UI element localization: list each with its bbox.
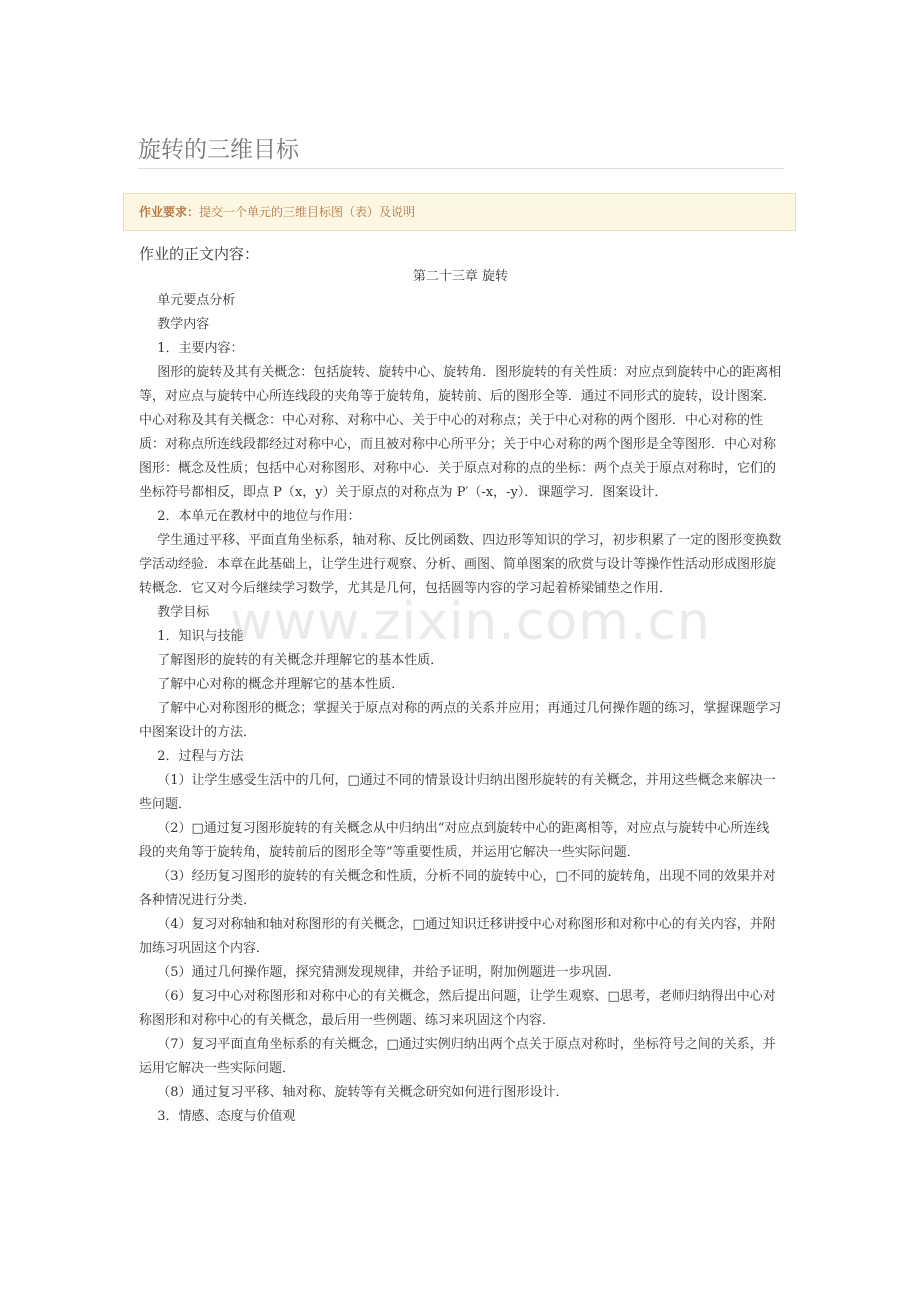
assignment-requirement-notice	[123, 193, 796, 231]
paragraph: 单元要点分析	[157, 293, 236, 308]
paragraph: （2）□通过复习图形旋转的有关概念从中归纳出“对应点到旋转中心的距离相等，对应点与旋转中心所连线段的夹角等于旋转角，旋转前后的图形全等”等重要性质，并运用它解决一些实际问题．	[139, 821, 770, 860]
paragraph: 学生通过平移、平面直角坐标系，轴对称、反比例函数、四边形等知识的学习，初步积累了一定的图形变换数学活动经验．本章在此基础上，让学生进行观察、分析、画图、简单图案的欣赏与设计等操作性活动形成图形旋转概念．它又对今后继续学习数学，尤其是几何，包括圆等内容的学习起着桥梁铺垫之作用．	[139, 533, 782, 596]
paragraph: （8）通过复习平移、轴对称、旋转等有关概念研究如何进行图形设计．	[157, 1085, 569, 1100]
paragraph: （7）复习平面直角坐标系的有关概念，□通过实例归纳出两个点关于原点对称时，坐标符号之间的关系，并运用它解决一些实际问题．	[139, 1037, 776, 1076]
article-body	[139, 265, 782, 1129]
paragraph: 了解中心对称图形的概念；掌握关于原点对称的两点的关系并应用；再通过几何操作题的练习，掌握课题学习中图案设计的方法．	[139, 701, 782, 740]
paragraph: 了解中心对称的概念并理解它的基本性质．	[157, 677, 405, 692]
paragraph: 教学目标	[157, 605, 210, 620]
page-title: 旋转的三维目标	[138, 133, 784, 169]
paragraph: 1．主要内容：	[157, 341, 244, 356]
paragraph: 了解图形的旋转的有关概念并理解它的基本性质．	[157, 653, 444, 668]
paragraph-list	[139, 289, 782, 1129]
paragraph: （6）复习中心对称图形和对称中心的有关概念，然后提出问题，让学生观察、□思考，老师归纳得出中心对称图形和对称中心的有关概念，最后用一些例题、练习来巩固这个内容．	[139, 989, 776, 1028]
paragraph: 3．情感、态度与价值观	[157, 1109, 296, 1124]
content-heading: 作业的正文内容：	[139, 245, 260, 263]
chapter-title: 第二十三章 旋转	[412, 269, 509, 284]
notice-label: 作业要求：	[139, 205, 200, 219]
paragraph: 教学内容	[157, 317, 210, 332]
watermark: www.zixin.com.cn	[230, 592, 711, 652]
paragraph: （1）让学生感受生活中的几何，□通过不同的情景设计归纳出图形旋转的有关概念，并用这些概念来解决一些问题．	[139, 773, 776, 812]
notice-text: 提交一个单元的三维目标图（表）及说明	[199, 205, 416, 219]
paragraph: （3）经历复习图形的旋转的有关概念和性质，分析不同的旋转中心，□不同的旋转角，出现不同的效果并对各种情况进行分类．	[139, 869, 776, 908]
paragraph: （4）复习对称轴和轴对称图形的有关概念，□通过知识迁移讲授中心对称图形和对称中心的有关内容，并附加练习巩固这个内容．	[139, 917, 776, 956]
paragraph: 2．过程与方法	[157, 749, 244, 764]
paragraph: 1．知识与技能	[157, 629, 244, 644]
paragraph: 图形的旋转及其有关概念：包括旋转、旋转中心、旋转角．图形旋转的有关性质：对应点到旋转中心的距离相等，对应点与旋转中心所连线段的夹角等于旋转角，旋转前、后的图形全等．通过不同形式的旋转，设计图案．中心对称及其有关概念：中心对称、对称中心、关于中心的对称点；关于中心对称的两个图形．中心对称的性质：对称点所连线段都经过对称中心，而且被对称中心所平分；关于中心对称的两个图形是全等图形．中心对称图形：概念及性质；包括中心对称图形、对称中心．关于原点对称的点的坐标：两个点关于原点对称时，它们的坐标符号都相反，即点 P（x，y）关于原点的对称点为 P′（-x，-y）．课题学习．图案设计．	[139, 365, 782, 500]
paragraph: 2．本单元在教材中的地位与作用：	[157, 509, 361, 524]
paragraph: （5）通过几何操作题，探究猜测发现规律，并给予证明，附加例题进一步巩固．	[157, 965, 621, 980]
